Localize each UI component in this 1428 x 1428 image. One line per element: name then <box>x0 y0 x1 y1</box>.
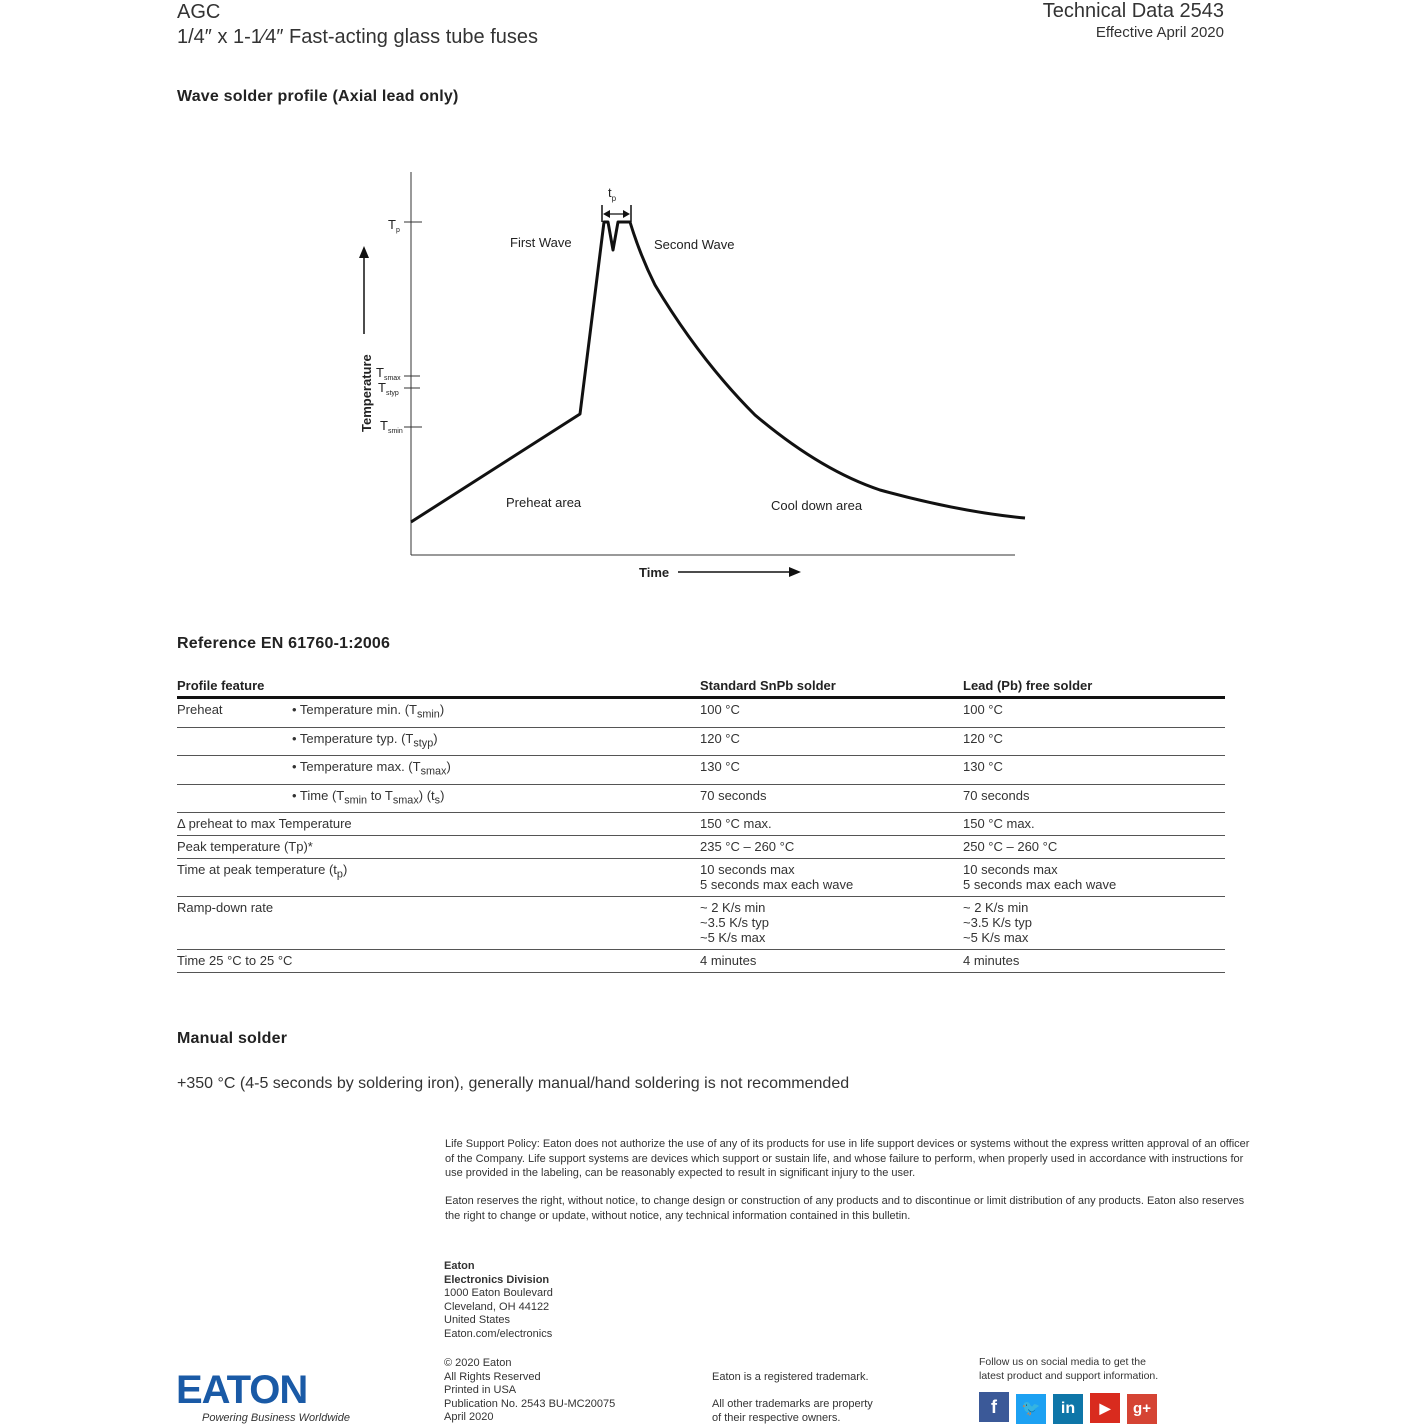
trademark-notice: Eaton is a registered trademark. <box>712 1371 869 1383</box>
row-pbfree: 100 °C <box>963 698 1225 728</box>
preheat-area-label: Preheat area <box>506 495 582 510</box>
row-feature: • Temperature typ. $(T_{styp})$ <box>292 727 700 756</box>
copyright-line: © 2020 Eaton <box>444 1357 512 1369</box>
tp-arrow-right <box>623 210 630 218</box>
table-row <box>177 698 1225 728</box>
table-row <box>177 836 1225 859</box>
logo-tagline: Powering Business Worldwide <box>202 1412 350 1424</box>
row-group: Δ preheat to max Temperature <box>177 813 700 836</box>
social-icons <box>979 1392 1164 1424</box>
copyright-block <box>444 1357 615 1425</box>
address-country: United States <box>444 1314 511 1327</box>
trademark-other: All other trademarks are property of their respective owners. <box>712 1398 873 1424</box>
row-feature: • Temperature max. $(T_{smax})$ <box>292 756 700 785</box>
wave-solder-chart <box>0 0 1428 620</box>
eaton-logo <box>176 1370 350 1424</box>
table-row <box>177 859 1225 897</box>
address-street: 1000 Eaton Boulevard <box>444 1287 553 1300</box>
row-snpb: 235 °C – 260 °C <box>700 836 963 859</box>
row-snpb: ~ 2 K/s min ~3.5 K/s typ ~5 K/s max <box>700 897 963 950</box>
tick-label-tstyp: $T_{styp}$ <box>378 380 399 397</box>
row-pbfree: 10 seconds max 5 seconds max each wave <box>963 859 1225 897</box>
row-group <box>177 727 292 756</box>
row-snpb: 100 °C <box>700 698 963 728</box>
product-name: AGC <box>177 1 221 23</box>
table-row <box>177 784 1225 813</box>
doc-type: Technical Data 2543 <box>1042 0 1224 22</box>
facebook-icon[interactable]: f <box>979 1392 1009 1422</box>
row-group: Preheat <box>177 698 292 728</box>
row-pbfree: 250 °C – 260 °C <box>963 836 1225 859</box>
header-pbfree: Lead (Pb) free solder <box>963 676 1225 698</box>
row-group <box>177 784 292 813</box>
tick-label-tsmin: $T_{smin}$ <box>380 418 403 435</box>
row-group: Time at peak temperature $(t_p)$ <box>177 859 700 897</box>
reference-table <box>177 676 1225 973</box>
row-pbfree: 120 °C <box>963 727 1225 756</box>
copyright-line: Printed in USA <box>444 1384 517 1397</box>
row-pbfree: 130 °C <box>963 756 1225 785</box>
row-pbfree: 70 seconds <box>963 784 1225 813</box>
row-pbfree: ~ 2 K/s min ~3.5 K/s typ ~5 K/s max <box>963 897 1225 950</box>
address-web[interactable]: Eaton.com/electronics <box>444 1327 553 1340</box>
row-snpb: 130 °C <box>700 756 963 785</box>
tick-label-tp: $T_p$ <box>388 217 400 234</box>
row-group: Peak temperature (Tp)* <box>177 836 700 859</box>
logo-wordmark: EATON <box>176 1368 308 1412</box>
table-row <box>177 727 1225 756</box>
x-axis-label: Time <box>639 565 670 580</box>
tp-arrow-left <box>603 210 610 218</box>
row-group: Time 25 °C to 25 °C <box>177 950 700 973</box>
y-axis-arrow-head <box>359 246 369 258</box>
first-wave-label: First Wave <box>510 235 572 250</box>
row-snpb: 4 minutes <box>700 950 963 973</box>
manual-solder-text: +350 °C (4-5 seconds by soldering iron), generally manual/hand soldering is not recommended <box>177 1075 850 1092</box>
cooldown-area-label: Cool down area <box>771 498 863 513</box>
table-row <box>177 950 1225 973</box>
table-header-row <box>177 676 1225 698</box>
youtube-icon[interactable]: ▶ <box>1090 1393 1120 1423</box>
wave-section-title: Wave solder profile (Axial lead only) <box>177 88 459 105</box>
row-group: Ramp-down rate <box>177 897 700 950</box>
social-text: Follow us on social media to get the latest product and support information. <box>979 1356 1159 1382</box>
manual-solder-title: Manual solder <box>177 1030 288 1047</box>
life-support-policy: Life Support Policy: Eaton does not authorize the use of any of its products for use in life support devices or systems without the express written approval of an officer of the Company. Life support systems are devices which support or sustain life, and whose failure to perform, when properly used in accordance with instructions for use provided in the labeling, can be reasonably expected to result in significant injury to the user. <box>445 1138 1250 1179</box>
header-profile-feature: Profile feature <box>177 676 700 698</box>
copyright-line: All Rights Reserved <box>444 1370 541 1383</box>
row-group <box>177 756 292 785</box>
row-feature: • Temperature min. $(T_{smin})$ <box>292 698 700 728</box>
copyright-line: Publication No. 2543 BU-MC20075 <box>444 1397 616 1410</box>
twitter-icon[interactable]: 🐦 <box>1016 1394 1046 1424</box>
google-plus-icon[interactable]: g+ <box>1127 1394 1157 1424</box>
table-row <box>177 813 1225 836</box>
linkedin-icon[interactable]: in <box>1053 1394 1083 1424</box>
row-snpb: 120 °C <box>700 727 963 756</box>
address-division: Electronics Division <box>444 1273 550 1286</box>
y-axis-label: Temperature <box>359 354 374 432</box>
row-feature: • Time ($T_{smin}$ to $T_{smax}$) $(t_s)$ <box>292 784 700 813</box>
table-row <box>177 756 1225 785</box>
row-pbfree: 150 °C max. <box>963 813 1225 836</box>
address-city: Cleveland, OH 44122 <box>444 1300 550 1313</box>
tp-label: $t_p$ <box>608 185 617 203</box>
row-pbfree: 4 minutes <box>963 950 1225 973</box>
row-snpb: 150 °C max. <box>700 813 963 836</box>
address-block <box>444 1260 553 1342</box>
table-row <box>177 897 1225 950</box>
solder-profile-curve <box>411 222 1025 522</box>
header-snpb: Standard SnPb solder <box>700 676 963 698</box>
product-subtitle: 1/4″ x 1-1⁄4″ Fast-acting glass tube fuses <box>177 26 539 48</box>
row-snpb: 10 seconds max 5 seconds max each wave <box>700 859 963 897</box>
reference-title: Reference EN 61760-1:2006 <box>177 635 391 652</box>
copyright-line: April 2020 <box>444 1411 494 1424</box>
row-snpb: 70 seconds <box>700 784 963 813</box>
effective-date: Effective April 2020 <box>1095 24 1224 41</box>
x-axis-arrow-head <box>789 567 801 577</box>
tick-label-tsmax: $T_{smax}$ <box>376 365 401 382</box>
second-wave-label: Second Wave <box>654 237 735 252</box>
reserves-notice: Eaton reserves the right, without notice, to change design or construction of any products and to discontinue or limit distribution of any products. Eaton also reserves the right to change or update, without notice, any technical information contained in this bulletin. <box>445 1195 1245 1222</box>
address-company: Eaton <box>444 1260 475 1272</box>
